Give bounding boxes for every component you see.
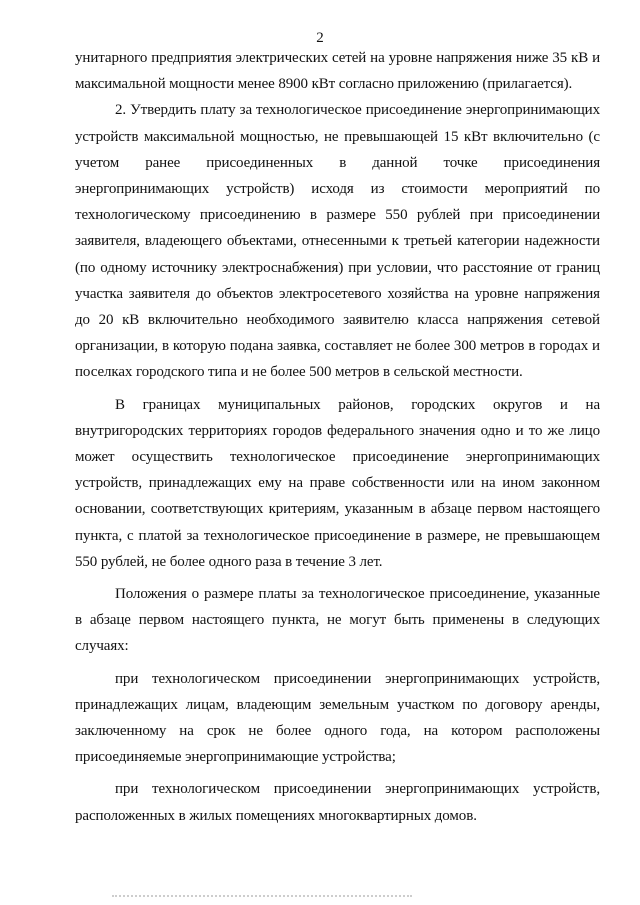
document-body xyxy=(75,45,600,829)
paragraph-exception-apartments: при технологическом присоединении энергопринимающих устройств, расположенных в жилых помещениях многоквартирных домов. xyxy=(75,781,600,824)
paragraph-item-2: 2. Утвердить плату за технологическое присоединение энергопринимающих устройств максимальной мощностью, не превышающей 15 кВт включительно (с учетом ранее присоединенных в данной точке присоединения энергопринимающих устройств) исходя из стоимости мероприятий по технологическому присоединению в размере 550 рублей при присоединении заявителя, владеющего объектами, отнесенными к третьей категории надежности (по одному источнику электроснабжения) при условии, что расстояние от границ участка заявителя до объектов электросетевого хозяйства на уровне напряжения до 20 кВ включительно необходимого заявителю класса напряжения сетевой организации, в которую подана заявка, составляет не более 300 метров в городах и поселках городского типа и не более 500 метров в сельской местности. xyxy=(75,102,600,381)
scan-footer-artifact xyxy=(112,895,412,901)
paragraph-territory-limit: В границах муниципальных районов, городских округов и на внутригородских территориях городов федерального значения одно и то же лицо может осуществить технологическое присоединение энергопринимающих устройств, принадлежащих ему на праве собственности или на ином законном основании, соответствующих критериям, указанным в абзаце первом настоящего пункта, с платой за технологическое присоединение в размере, не превышающем 550 рублей, не более одного раза в течение 3 лет. xyxy=(75,396,600,570)
paragraph-exceptions-intro: Положения о размере платы за технологическое присоединение, указанные в абзаце первом настоящего пункта, не могут быть применены в следующих случаях: xyxy=(75,586,600,655)
paragraph-exception-lease: при технологическом присоединении энергопринимающих устройств, принадлежащих лицам, владеющим земельным участком по договору аренды, заключенному на срок не более одного года, на котором расположены присоединяемые энергопринимающие устройства; xyxy=(75,670,600,766)
paragraph-continuation: унитарного предприятия электрических сетей на уровне напряжения ниже 35 кВ и максимальной мощности менее 8900 кВт согласно приложению (прилагается). xyxy=(75,50,600,93)
page-number: 2 xyxy=(316,30,324,46)
